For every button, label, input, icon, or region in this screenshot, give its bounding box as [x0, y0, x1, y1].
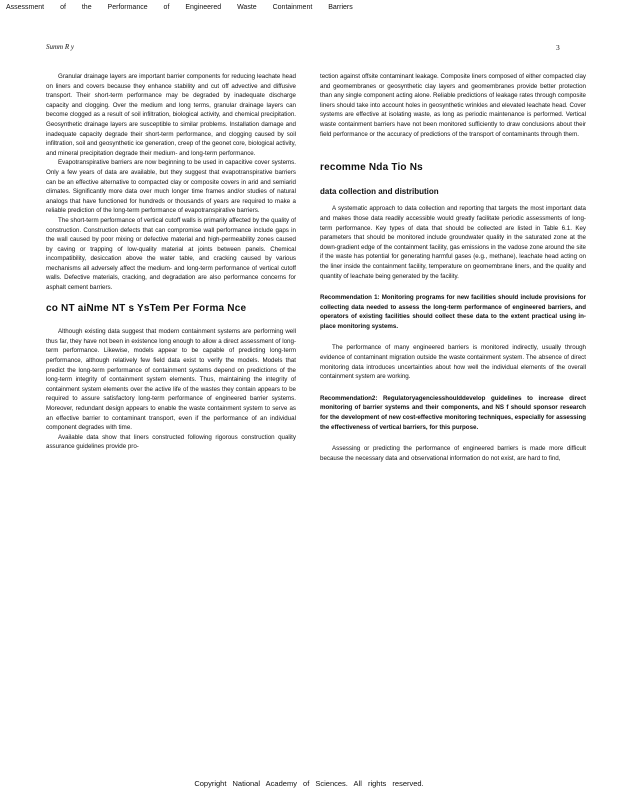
paragraph: The short-term performance of vertical cutoff walls is primarily affected by the quality of construction. Construction defects that can compromise wall performance include gaps in the wall caused by poor mixing or defective material and high-permeability zones caused by caving or trapping of low-quality material at joints between panels. Chemical incompatibility, desiccation above the water table, and cracking caused by various mechanisms all adversely affect the medium- and long-term performance of vertical cutoff walls. Defective materials, cracking, and degradation are also performance concerns for asphalt cement barriers. — [46, 216, 296, 292]
copyright-footer: Copyright National Academy of Sciences. All rights reserved. — [194, 779, 424, 788]
section-heading: co NT aiNme NT s YsTem Per Forma Nce — [46, 302, 247, 314]
paragraph: tection against offsite contaminant leakage. Composite liners composed of either compacted clay and geomembranes or geosynthetic clay layers and geomembranes provide better protection than any single component acting alone. Reliable predictions of leakage rates through composite liners should take into account holes in geosynthetic wrinkles and elevated leachate head. Cover systems are effective at isolating waste, as long as periodic maintenance is performed. Vertical waste containment barriers have not been monitored sufficiently to draw conclusions about their field performance or the accuracy of predictions of the transport of contaminants through them. — [320, 73, 586, 138]
paragraph: Available data show that liners constructed following rigorous construction quality assurance guidelines provide pro- — [46, 433, 296, 451]
recommendation-2: Recommendation2: Regulatoryagenciesshoulddevelop guidelines to increase direct monitoring of barrier systems and their components, and NS f should sponsor research for the development of new cost-effective monitoring techniques, especially for assessing the effectiveness of vertical barriers, for this purpose. — [320, 394, 586, 431]
page-number: 3 — [556, 43, 560, 52]
paragraph: Evapotranspirative barriers are now beginning to be used in capacitive cover systems. Only a few years of data are available, but they suggest that evapotranspirative barriers can be an effective alternative to compacted clay or composite covers in arid and semiarid climates. Significantly more data over much longer time frames and/or studies of natural analogs that have functioned for hundreds or thousands of years are required to make a reliable prediction of the long-term performance of evapotranspirative barriers. — [46, 159, 296, 215]
right-column — [320, 72, 586, 463]
paragraph: The performance of many engineered barriers is monitored indirectly, usually through evidence of contaminant migration outside the waste containment system. The absence of direct monitoring data introduces uncertainties about how well the individual elements of the overall containment system are working. — [320, 344, 586, 381]
paragraph: Granular drainage layers are important barrier components for reducing leachate head on liners and covers because they enhance stability and cut off advective and diffusive transport. Their short-term performance may be degraded by inadequate discharge capacity and clogging. Over the medium and long terms, granular drainage layers can become clogged as a result of soil infiltration, biological activity, and chemical precipitation. Geosynthetic drainage layers are susceptible to similar problems. Installation damage and inadequate capacity degrade their short-term performance, and clogging caused by soil infiltration, soil and geosynthetic ice generation, creep of the geonet core, biological activity, and mineral precipitation degrade their medium- and long-term performance. — [46, 73, 296, 157]
running-header: Assessment of the Performance of Engineered Waste Containment Barriers — [6, 4, 353, 11]
paragraph: Assessing or predicting the performance of engineered barriers is made more difficult because the necessary data and observational information do not exist, are hard to find, — [320, 445, 586, 462]
paragraph: Although existing data suggest that modern containment systems are performing well thus far, they have not been in existence long enough to allow a direct assessment of long-term performance. Likewise, models appear to be capable of predicting long-term performance, although relatively few field data exist to verify the models. Models that predict the long-term performance of containment systems depend on predictions of the long-term integrity of containment system elements. Thus, maintaining the integrity of containment system elements over the active life of the wastes they contain appears to be required to assure satisfactory long-term performance of engineered barrier systems. Moreover, redundant design appears to enable the waste containment system to serve as an effective barrier to contaminant transport, even if the performance of an individual component degrades with time. — [46, 328, 296, 432]
left-column — [46, 72, 296, 452]
paragraph: A systematic approach to data collection and reporting that targets the most important data and makes those data readily accessible would greatly facilitate periodic assessments of long-term performance. Key types of data that should be collected are listed in Table 6.1. Key parameters that should be monitored include groundwater quality in the saturated zone at the down-gradient edge of the containment facility, gas emissions in the vadose zone around the site if the waste has potential for generating harmful gases (e.g., methane), leachate head acting on the liner inside the containment facility, temperature on geomembrane liners, and the quality and quantity of leachate being generated by the facility. — [320, 205, 586, 280]
section-heading: recomme Nda Tio Ns — [320, 162, 423, 174]
section-label: Summ R y — [46, 43, 74, 51]
subsection-heading: data collection and distribution — [320, 186, 439, 196]
recommendation-1: Recommendation 1: Monitoring programs for new facilities should include provisions for collecting data needed to assess the long-term performance of engineered barriers, and operators of existing facilities should collect these data to the extent practical using in-place monitoring systems. — [320, 294, 586, 330]
